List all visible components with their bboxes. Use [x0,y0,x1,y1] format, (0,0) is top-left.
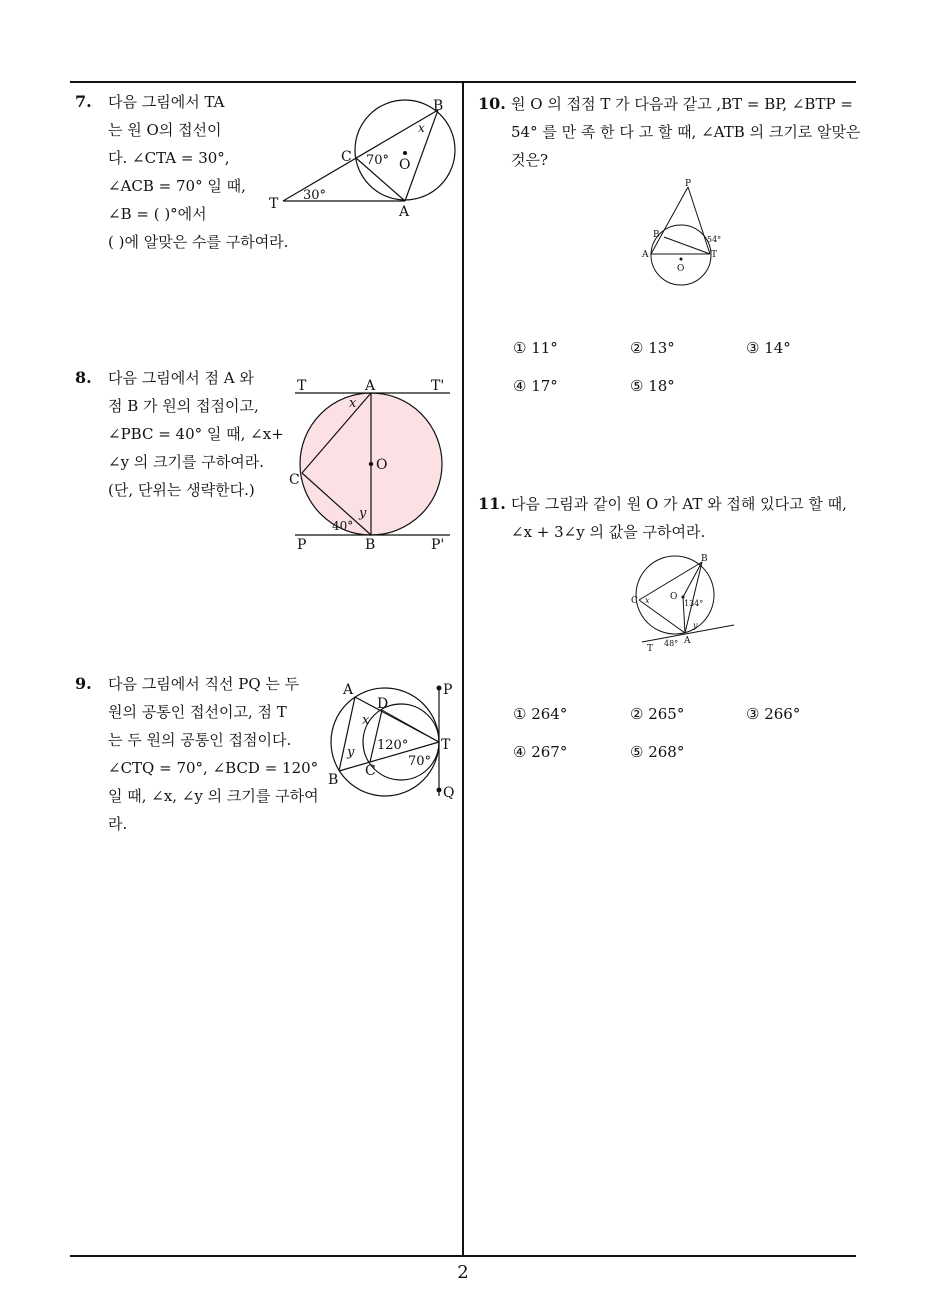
problem-text-line: ∠B = ( )°에서 [108,205,207,223]
problem-text-line: ∠x + 3∠y 의 값을 구하여라. [511,523,706,541]
label-x: x [645,596,650,605]
label-o: O [399,157,411,173]
label-t-prime: T' [431,378,445,394]
label-o: O [376,457,388,473]
label-y: y [693,621,698,630]
label-b: B [433,98,444,114]
label-a: A [343,682,354,698]
problem-9 [75,670,325,840]
problem-11 [478,490,863,550]
label-y: y [347,745,355,760]
label-d: D [377,696,389,712]
label-t: T [711,250,718,260]
figure-problem-9 [325,676,460,806]
label-54: 54° [707,235,722,244]
label-30: 30° [303,188,327,203]
problem-text-line: 일 때, ∠x, ∠y 의 크기를 구하여 [108,787,319,805]
choice-5[interactable]: ⑤ 18° [630,377,675,395]
label-c: C [631,596,638,606]
problem-text-line: 다음 그림에서 TA [108,93,225,111]
problem-text-line: ∠y 의 크기를 구하여라. [108,453,265,471]
problem-text-line: 는 원 O의 접선이 [108,121,222,139]
label-p-prime: P' [431,537,445,553]
figure-problem-10 [640,177,730,292]
label-b: B [328,772,339,788]
label-134: 134° [684,599,704,608]
bottom-rule [70,1255,856,1257]
problem-text-line: (단, 단위는 생략한다.) [108,481,255,499]
choice-4[interactable]: ④ 17° [513,377,558,395]
problem-text-line: 다음 그림에서 직선 PQ 는 두 [108,675,300,693]
label-p: P [297,537,307,553]
problem-text-line: 라. [108,815,128,833]
label-c: C [365,763,376,779]
label-o: O [670,592,678,602]
label-t: T [297,378,307,394]
line-bt [664,237,710,254]
choice-2[interactable]: ② 13° [630,339,675,357]
label-40: 40° [332,519,354,533]
label-b: B [365,537,376,553]
label-a: A [399,204,410,220]
choice-1[interactable]: ① 11° [513,339,558,357]
problem-text-line: 점 B 가 원의 접점이고, [108,397,259,415]
problem-text-line: ∠PBC = 40° 일 때, ∠x+ [108,425,284,443]
choice-5[interactable]: ⑤ 268° [630,743,685,761]
label-a: A [642,250,649,260]
point-q [437,788,442,793]
problem-text-line: 원 O 의 접점 T 가 다음과 같고 ,BT = BP, ∠BTP = [511,95,853,113]
page-number: 2 [457,1262,469,1283]
label-48: 48° [664,639,679,648]
problem-text-line: 것은? [511,151,549,169]
problem-number: 8. [75,368,92,387]
figure-problem-11 [630,550,740,655]
label-b: B [701,554,708,564]
problem-text-line: 다음 그림과 같이 원 O 가 AT 와 접해 있다고 할 때, [511,495,847,513]
problem-text-line: 다. ∠CTA = 30°, [108,149,230,167]
choice-2[interactable]: ② 265° [630,705,685,723]
problem-number: 9. [75,674,92,693]
problem-text-line: 원의 공통인 접선이고, 점 T [108,703,287,721]
problem-10 [478,90,863,180]
choice-3[interactable]: ③ 14° [746,339,791,357]
label-b: B [653,230,660,240]
problem-text-line: 는 두 원의 공통인 접점이다. [108,731,292,749]
center-dot [680,258,683,261]
problem-text-line: ∠ACB = 70° 일 때, [108,177,246,195]
problem-number: 11. [478,494,506,513]
problem-text-line: ( )에 알맞은 수를 구하여라. [108,233,289,251]
choice-4[interactable]: ④ 267° [513,743,568,761]
problem-text-line: 54° 를 만 족 한 다 고 할 때, ∠ATB 의 크기로 알맞은 [511,123,861,141]
center-dot [369,462,373,466]
choice-1[interactable]: ① 264° [513,705,568,723]
label-p: P [443,682,453,698]
label-a: A [684,636,691,646]
label-x: x [362,713,370,728]
problem-text-line: 다음 그림에서 점 A 와 [108,369,254,387]
label-c: C [341,149,352,165]
label-a: A [365,378,376,394]
problem-8 [75,364,315,514]
label-t: T [647,644,654,654]
label-x: x [418,121,425,135]
choice-3[interactable]: ③ 266° [746,705,801,723]
label-t: T [269,196,279,212]
figure-problem-7 [265,90,465,220]
label-q: Q [443,785,455,801]
label-o: O [677,264,685,274]
point-p [437,686,442,691]
column-divider [462,81,464,1256]
problem-text-line: ∠CTQ = 70°, ∠BCD = 120° [108,759,319,777]
figure-problem-8 [285,372,460,557]
label-70: 70° [366,153,390,168]
label-x: x [349,396,357,411]
center-dot [403,151,407,155]
label-t: T [441,737,451,753]
label-70: 70° [408,754,432,769]
label-p: P [685,179,692,189]
label-y: y [359,506,367,521]
label-c: C [289,472,300,488]
label-120: 120° [377,738,409,753]
circle-o [651,225,711,285]
problem-number: 10. [478,94,506,113]
problem-number: 7. [75,92,92,111]
